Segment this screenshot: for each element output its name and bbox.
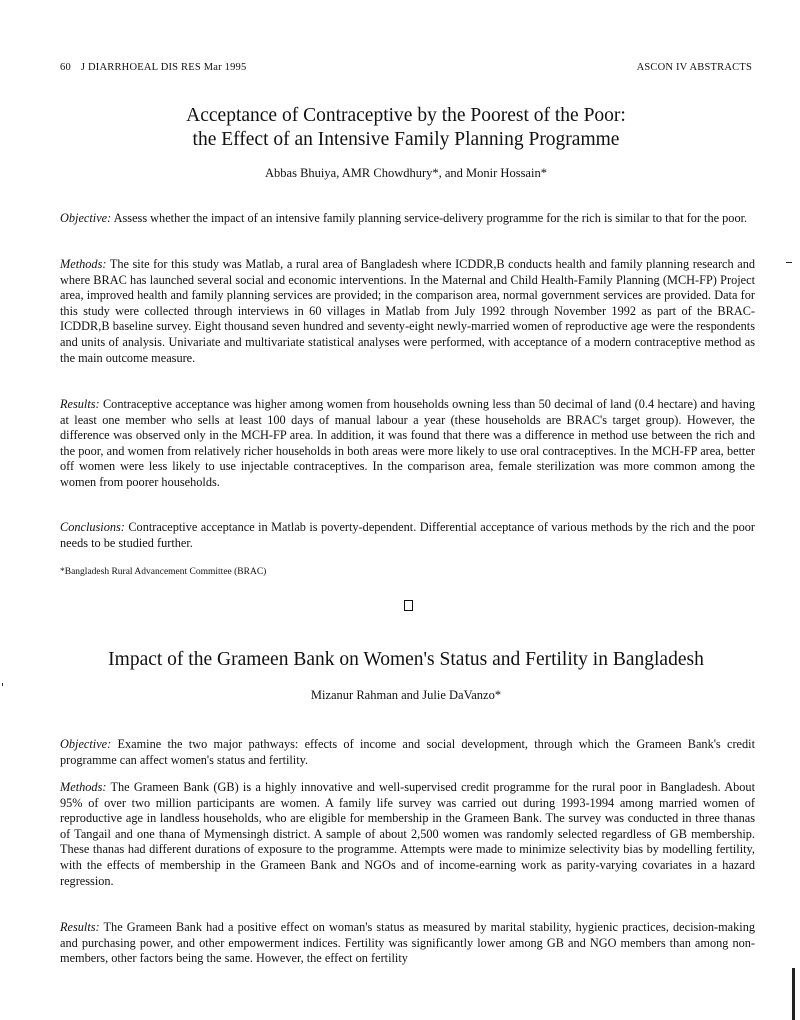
abstract2-methods xyxy=(60,780,755,889)
methods-text: The site for this study was Matlab, a rural area of Bangladesh where ICDDR,B conducts health and family planning research and where BRAC has launched several social and economic interventions. In the Maternal and Child Health-Family Planning (MCH-FP) Project area, improved health and family planning services are provided; in the comparison area, normal government services are provided. Data for this study were collected through interviews in 60 villages in Matlab from July 1992 through November 1992 as part of the BRAC-ICDDR,B baseline survey. Eight thousand seven hundred and seventy-eight newly-married women of reproductive age were the respondents and units of analysis. Univariate and multivariate statistical analyses were performed, with acceptance of a modern contraceptive method as the main outcome measure. xyxy=(60,257,755,365)
objective-label: Objective: xyxy=(60,211,112,225)
abstract2-title-line: Impact of the Grameen Bank on Women's Status and Fertility in Bangladesh xyxy=(108,649,704,670)
abstract2-results xyxy=(60,920,755,967)
abstract1-results xyxy=(60,397,755,491)
abstract1-footnote: *Bangladesh Rural Advancement Committee (BRAC) xyxy=(60,567,267,577)
results-text: Contraceptive acceptance was higher among women from households owning less than 50 decimal of land (0.4 hectare) and having at least one member who sells at least 100 days of manual labour a year (these households are BRAC's target group). However, the difference was observed only in the MCH-FP area. In addition, it was found that there was a difference in method use between the rich and the poor, and women from relatively richer households in both areas were more likely to use oral contraceptives. In the MCH-FP area, better off women were less likely to use injectable contraceptives. In the comparison area, female sterilization was more common among the women from poorer households. xyxy=(60,397,756,489)
journal-citation: J DIARRHOEAL DIS RES Mar 1995 xyxy=(80,62,247,73)
scan-mark xyxy=(786,262,792,263)
methods-text: The Grameen Bank (GB) is a highly innovative and well-supervised credit programme for the rural poor in Bangladesh. About 95% of over two million participants are women. A family life survey was carried out during 1993-1994 among married women of reproductive age in landless households, who are eligible for membership in the Grameen Bank. The survey was conducted in three thanas of Tangail and one thana of Mymensingh district. A sample of about 2,500 women was randomly selected regardless of GB membership. These thanas had different durations of exposure to the programme. Attempts were made to minimize selectivity bias by modelling fertility, with the effects of membership in the Grameen Bank and NGOs and of income-earning work as parity-varying covariates in a hazard regression. xyxy=(60,780,756,888)
running-header xyxy=(60,62,752,76)
conclusions-label: Conclusions: xyxy=(60,520,125,534)
abstract1-methods xyxy=(60,257,755,366)
section-separator-box xyxy=(404,600,413,611)
results-text: The Grameen Bank had a positive effect on woman's status as measured by marital stability, hygienic practices, decision-making and purchasing power, and other empowerment indices. Fertility was significantly lower among GB and NGO members than among non-members, other factors being the same. However, the effect on fertility xyxy=(60,920,755,966)
objective-text: Examine the two major pathways: effects of income and social development, through which the Grameen Bank's credit programme can affect women's status and fertility. xyxy=(60,737,755,767)
conclusions-text: Contraceptive acceptance in Matlab is poverty-dependent. Differential acceptance of various methods by the rich and the poor needs to be studied further. xyxy=(60,520,755,550)
abstract1-title-line2: the Effect of an Intensive Family Planning Programme xyxy=(192,129,620,150)
abstract1-conclusions xyxy=(60,520,755,551)
section-name: ASCON IV ABSTRACTS xyxy=(636,62,752,73)
abstract1-title xyxy=(60,104,752,152)
abstract2-objective xyxy=(60,737,755,768)
scan-edge-bar xyxy=(792,968,795,1020)
results-label: Results: xyxy=(60,920,100,934)
objective-label: Objective: xyxy=(60,737,112,751)
abstract1-title-line1: Acceptance of Contraceptive by the Poorest of the Poor: xyxy=(186,105,626,126)
page-number: 60 xyxy=(60,62,71,73)
scan-mark xyxy=(2,683,3,686)
methods-label: Methods: xyxy=(60,780,107,794)
results-label: Results: xyxy=(60,397,100,411)
abstract2-title xyxy=(60,648,752,672)
objective-text: Assess whether the impact of an intensive family planning service-delivery programme for the rich is similar to that for the poor. xyxy=(113,211,748,225)
methods-label: Methods: xyxy=(60,257,107,271)
abstract1-authors: Abbas Bhuiya, AMR Chowdhury*, and Monir Hossain* xyxy=(265,166,547,180)
abstract2-authors: Mizanur Rahman and Julie DaVanzo* xyxy=(310,688,502,702)
abstract1-objective xyxy=(60,211,755,227)
header-left xyxy=(60,62,246,73)
